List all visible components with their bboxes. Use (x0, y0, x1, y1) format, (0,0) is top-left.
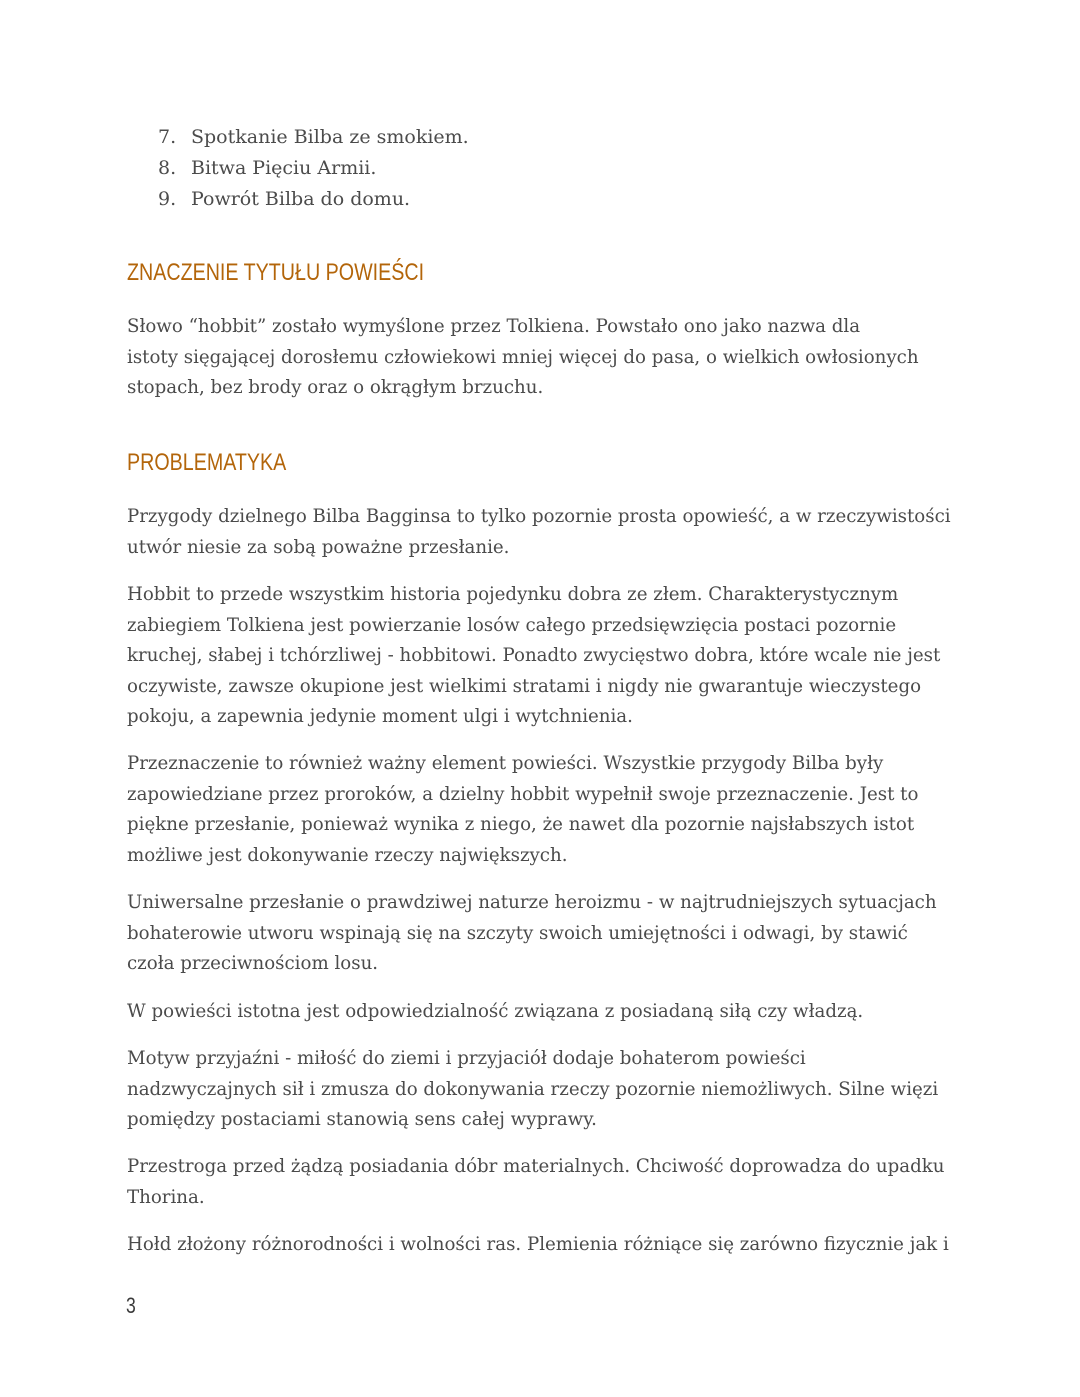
list-item (158, 153, 469, 184)
list-item-text: Spotkanie Bilba ze smokiem. (191, 126, 469, 148)
paragraph-responsibility: W powieści istotna jest odpowiedzialność związana z posiadaną siłą czy władzą. (127, 1001, 864, 1022)
paragraph-heroism: Uniwersalne przesłanie o prawdziwej naturze heroizmu - w najtrudniejszych sytuacjach bohaterowie utworu wspinają się na szczyty swoich umiejętności i odwagi, by stawić czoła przeciwnościom losu. (127, 892, 937, 974)
list-item-number: 9. (158, 188, 177, 210)
paragraph-greed: Przestroga przed żądzą posiadania dóbr materialnych. Chciwość doprowadza do upadku Thorina. (127, 1156, 945, 1208)
paragraph-destiny: Przeznaczenie to również ważny element powieści. Wszystkie przygody Bilba były zapowiedziane przez proroków, a dzielny hobbit wypełnił swoje przeznaczenie. Jest to piękne przesłanie, ponieważ wynika z niego, że nawet dla pozornie najsłabszych istot możliwe jest dokonywanie rzeczy największych. (127, 753, 919, 866)
paragraph-friendship: Motyw przyjaźni - miłość do ziemi i przyjaciół dodaje bohaterom powieści nadzwyczajnych sił i zmusza do dokonywania rzeczy pozornie niemożliwych. Silne więzi pomiędzy postaciami stanowią sens całej wyprawy. (127, 1048, 939, 1130)
section-heading-problematyka: PROBLEMATYKA (127, 449, 287, 476)
list-item (158, 184, 469, 215)
page-number: 3 (126, 1293, 136, 1318)
section-heading-title-meaning: ZNACZENIE TYTUŁU POWIEŚCI (127, 259, 425, 286)
paragraph-good-vs-evil: Hobbit to przede wszystkim historia pojedynku dobra ze złem. Charakterystycznym zabiegiem Tolkiena jest powierzanie losów całego przedsięwzięcia postaci pozornie kruchej, słabej i tchórzliwej - hobbitowi. Ponadto zwycięstwo dobra, które wcale nie jest oczywiste, zawsze okupione jest wielkimi stratami i nigdy nie gwarantuje wieczystego pokoju, a zapewnia jedynie moment ulgi i wytchnienia. (127, 584, 941, 727)
list-item-text: Bitwa Pięciu Armii. (191, 157, 377, 179)
list-item-text: Powrót Bilba do domu. (191, 188, 411, 210)
numbered-list (158, 122, 469, 215)
list-item-number: 8. (158, 157, 177, 179)
paragraph-diversity: Hołd złożony różnorodności i wolności ras. Plemienia różniące się zarówno fizycznie jak i (127, 1234, 949, 1255)
paragraph-problematyka-intro: Przygody dzielnego Bilba Bagginsa to tylko pozornie prosta opowieść, a w rzeczywistości utwór niesie za sobą poważne przesłanie. (127, 506, 951, 558)
list-item-number: 7. (158, 126, 177, 148)
paragraph-title-meaning: Słowo “hobbit” zostało wymyślone przez Tolkiena. Powstało ono jako nazwa dla istoty sięgającej dorosłemu człowiekowi mniej więcej do pasa, o wielkich owłosionych stopach, bez brody oraz o okrągłym brzuchu. (127, 316, 919, 398)
list-item (158, 122, 469, 153)
